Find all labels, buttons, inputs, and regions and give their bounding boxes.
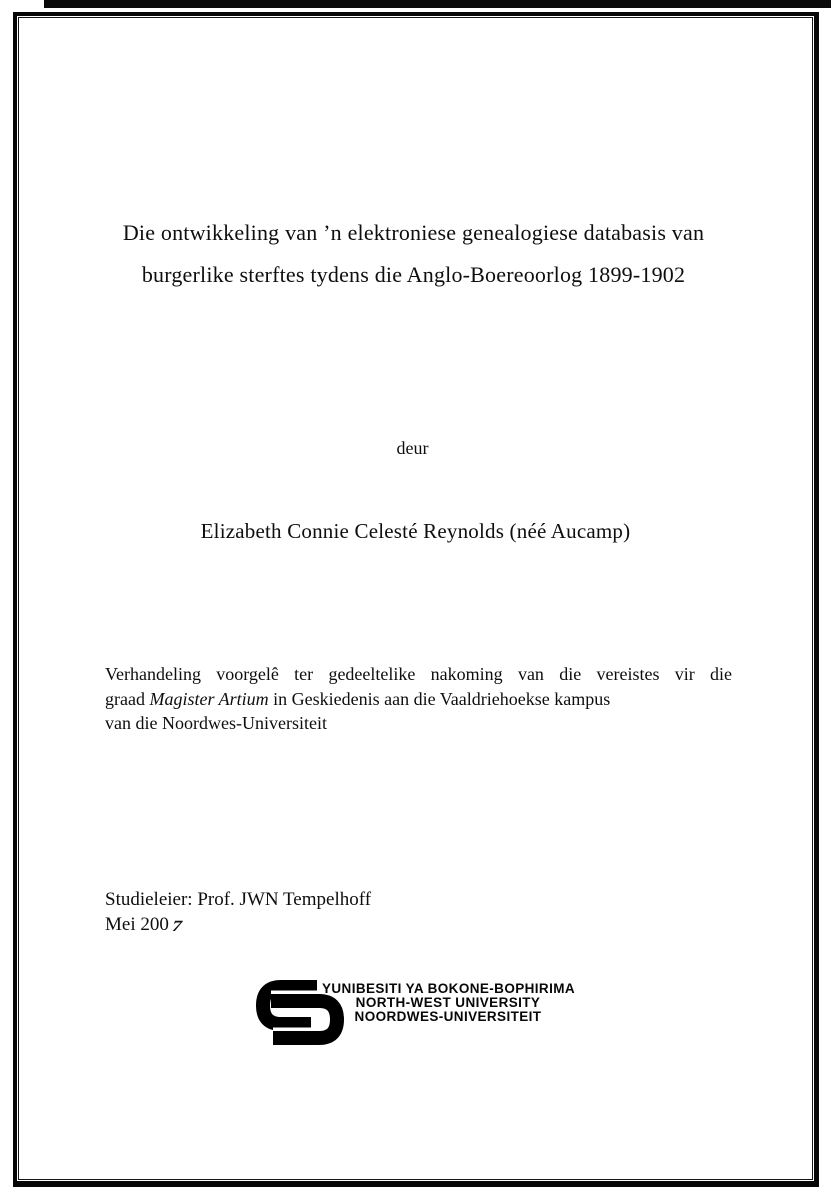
submission-line2-suffix: in Geskiedenis aan die Vaaldriehoekse kampus <box>268 688 611 709</box>
degree-name-italic: Magister Artium <box>149 688 269 709</box>
thesis-title <box>68 212 759 296</box>
submission-line2-prefix: graad <box>105 688 150 709</box>
byline-label: deur <box>396 438 429 458</box>
logo-line-setswana: YUNIBESITI YA BOKONE-BOPHIRIMA <box>322 981 576 996</box>
date-prefix: Mei 200 <box>105 914 169 935</box>
logo-line-afrikaans: NOORDWES-UNIVERSITEIT <box>354 1008 542 1024</box>
submission-line1: Verhandeling voorgelê ter gedeeltelike nakoming van die vereistes vir die <box>105 664 732 684</box>
date-last-digit: 7 <box>169 917 185 936</box>
university-logo <box>255 979 574 1046</box>
date-line <box>105 914 185 936</box>
scan-edge-artifact <box>44 0 831 8</box>
supervisor-line: Studieleier: Prof. JWN Tempelhoff <box>105 889 372 910</box>
submission-line2 <box>105 687 732 712</box>
logo-line-english: NORTH-WEST UNIVERSITY <box>355 994 541 1010</box>
submission-line3: van die Noordwes-Universiteit <box>105 713 327 733</box>
university-logo-wordmark <box>322 979 574 1023</box>
author-name: Elizabeth Connie Celesté Reynolds (néé Aucamp) <box>200 519 631 543</box>
thesis-title-line2: burgerlike sterftes tydens die Anglo-Boereoorlog 1899-1902 <box>141 262 686 287</box>
submission-statement <box>105 662 732 736</box>
thesis-title-line1: Die ontwikkeling van ’n elektroniese genealogiese databasis van <box>122 220 705 245</box>
